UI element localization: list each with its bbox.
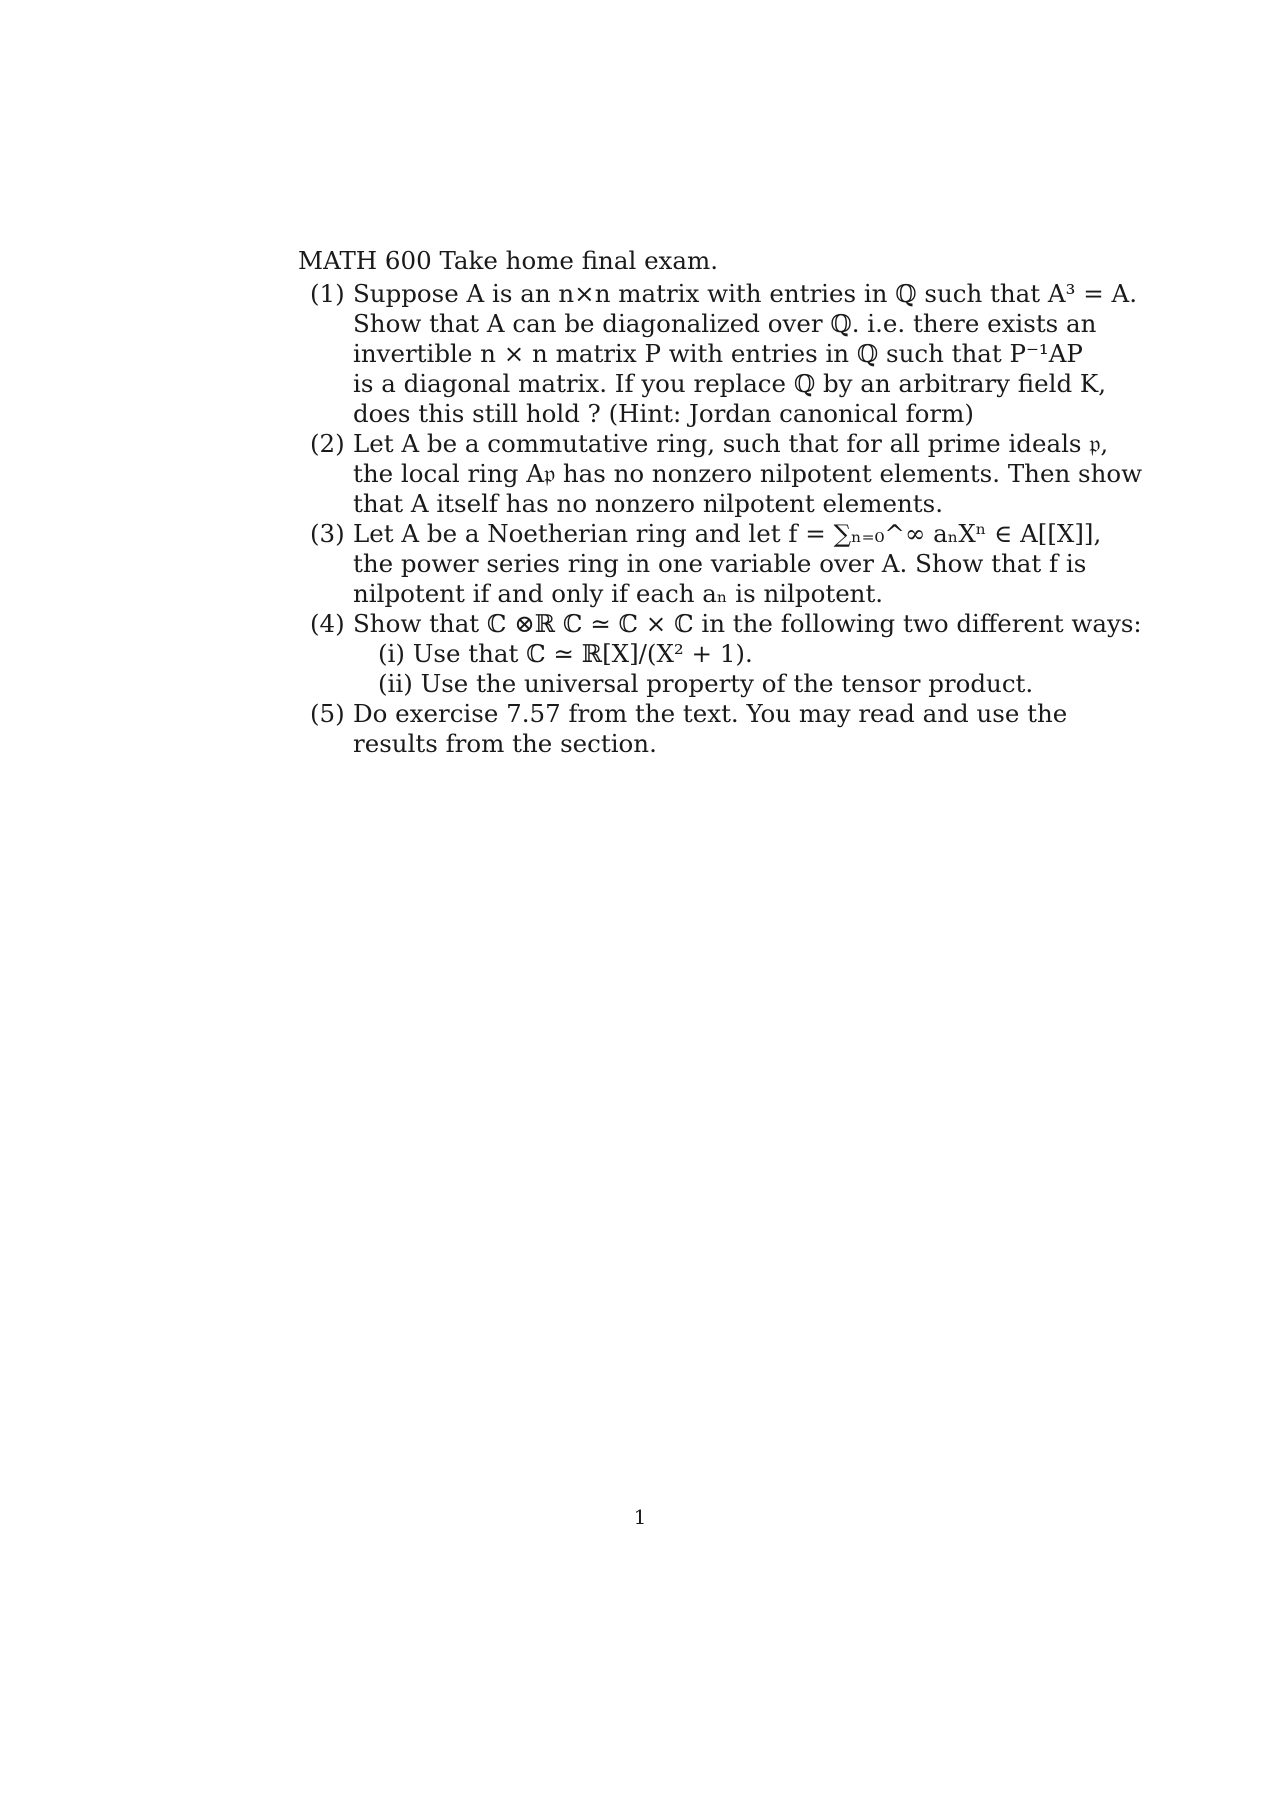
problem-text-line: is a diagonal matrix. If you replace ℚ by an arbitrary field K, bbox=[353, 369, 1107, 398]
problem-number: (1) bbox=[310, 279, 345, 308]
problem-1 bbox=[298, 279, 1137, 429]
problem-number: (4) bbox=[310, 609, 345, 638]
problem-text-line: Let A be a commutative ring, such that for all prime ideals 𝔭, bbox=[353, 429, 1109, 458]
problem-text-line: Show that ℂ ⊗ℝ ℂ ≃ ℂ × ℂ in the following two different ways: bbox=[353, 609, 1142, 638]
problem-text-line: the local ring A𝔭 has no nonzero nilpotent elements. Then show bbox=[353, 459, 1143, 488]
problem-3 bbox=[298, 519, 1102, 609]
problem-text-line: nilpotent if and only if each aₙ is nilpotent. bbox=[353, 579, 884, 608]
problem-text-line: Show that A can be diagonalized over ℚ. i.e. there exists an bbox=[353, 309, 1097, 338]
problem-subpart-line: (i) Use that ℂ ≃ ℝ[X]/(X² + 1). bbox=[378, 639, 753, 668]
problem-4 bbox=[298, 609, 1142, 699]
problem-number: (5) bbox=[310, 699, 345, 728]
problem-subparts bbox=[353, 639, 1044, 699]
problem-2 bbox=[298, 429, 1143, 519]
problem-text-line: does this still hold ? (Hint: Jordan canonical form) bbox=[353, 399, 974, 428]
problem-text-line: invertible n × n matrix P with entries in ℚ such that P⁻¹AP bbox=[353, 339, 1083, 368]
problem-5 bbox=[298, 699, 1068, 759]
page-number: 1 bbox=[633, 1505, 647, 1529]
problem-text-line: Let A be a Noetherian ring and let f = ∑ₙ₌₀^∞ aₙXⁿ ∈ A[[X]], bbox=[353, 519, 1102, 548]
problem-text-line: Do exercise 7.57 from the text. You may read and use the bbox=[353, 699, 1068, 728]
problem-list bbox=[298, 279, 1143, 759]
problem-subpart-line: (ii) Use the universal property of the tensor product. bbox=[378, 669, 1034, 698]
problem-text-line: results from the section. bbox=[353, 729, 657, 758]
exam-title: MATH 600 Take home final exam. bbox=[298, 246, 719, 275]
problem-number: (2) bbox=[310, 429, 345, 458]
problem-text-line: that A itself has no nonzero nilpotent elements. bbox=[353, 489, 944, 518]
problem-text-line: the power series ring in one variable over A. Show that f is bbox=[353, 549, 1087, 578]
problem-number: (3) bbox=[310, 519, 345, 548]
problem-text-line: Suppose A is an n×n matrix with entries in ℚ such that A³ = A. bbox=[353, 279, 1137, 308]
